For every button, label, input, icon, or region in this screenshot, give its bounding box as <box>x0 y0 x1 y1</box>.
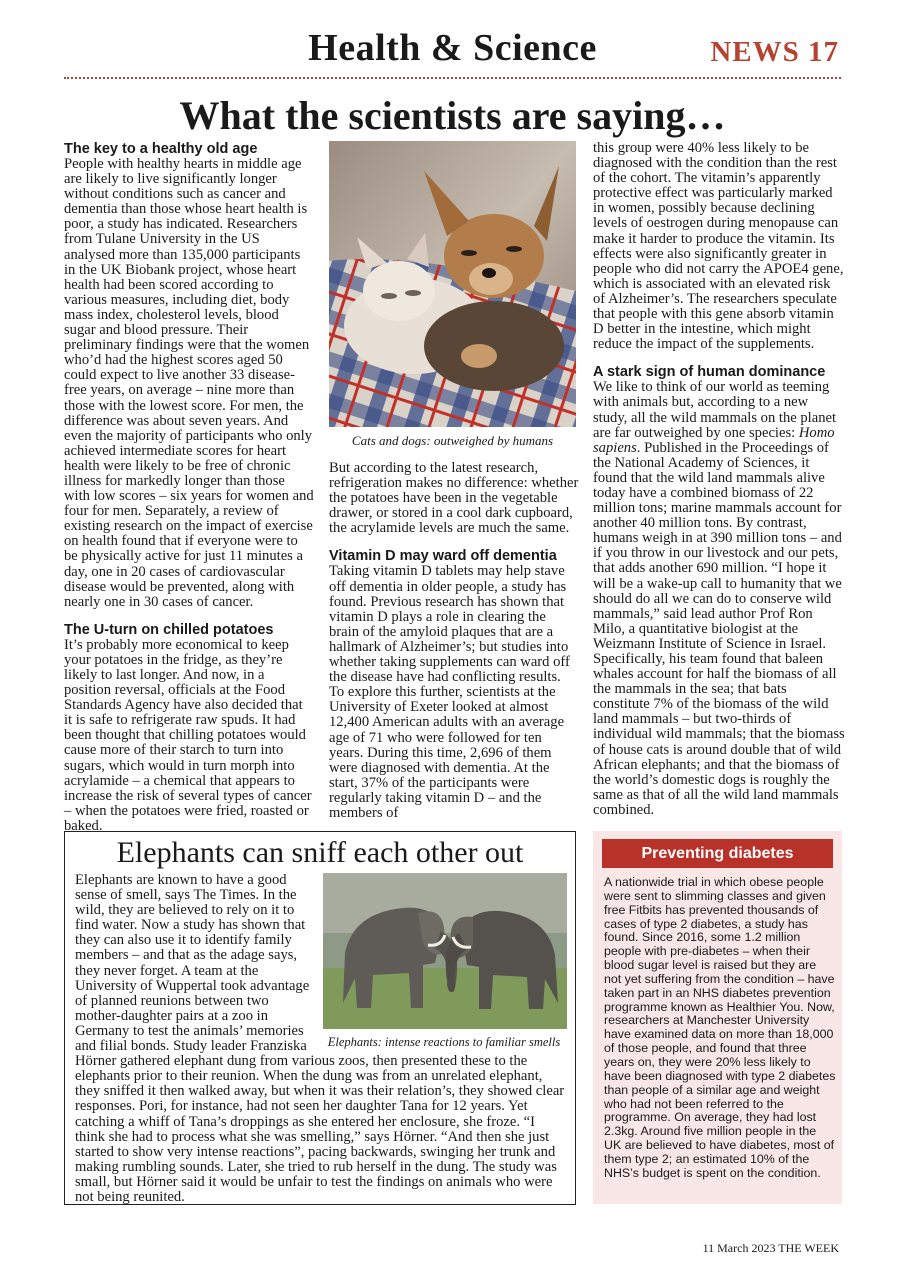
elephants-photo <box>323 873 567 1029</box>
photo-caption: Cats and dogs: outweighed by humans <box>351 433 554 448</box>
main-headline: What the scientists are saying… <box>179 93 726 138</box>
diabetes-body: A nationwide trial in which obese people were sent to slimming classes and given free Fitbits has prevented thousands of cases of type 2 diabetes, a study has found. Since 2016, some 1.2 million people with pre-diabetes – when their blood sugar level is raised but they are not yet suffering from the condition – have taken part in an NHS diabetes prevention programme known as Healthier You. Now, researchers at Manchester University have examined data on more than 18,000 of those people, and found that three years on, they were 20% less likely to have been diagnosed with type 2 diabetes than people of a similar age and weight who had not been referred to the programme. On average, they had lost 2.3kg. Around five million people in the UK are believed to have diabetes, most of them type 2; an estimated 10% of the NHS’s budget is spent on the condition. <box>604 875 836 1180</box>
column-3 <box>593 141 845 818</box>
elephants-box <box>64 831 576 1205</box>
article-body-healthy-age: People with healthy hearts in middle age are likely to live significantly longer without conditions such as cancer and dementia than those whose heart health is poor, a study has indicated. Researchers from Tulane University in the US analysed more than 135,000 participants in the UK Biobank project, whose heart health had been scored according to various measures, including diet, body mass index, cholesterol levels, blood sugar and blood pressure. Their preliminary findings were that the women who’d had the highest scores aged 50 could expect to live another 33 disease-free years, on average – nine more than those with the lowest score. For men, the difference was about seven years. And even the majority of participants who only achieved intermediate scores for heart health were likely to be free of chronic illness for markedly longer than those with low scores – six years for women and four for men. Separately, a review of existing research on the impact of exercise on health found that if everyone were to be physically active for just 11 minutes a day, one in 20 cases of cardiovascular disease would be prevented, along with nearly one in 30 cases of cancer. <box>64 156 314 610</box>
diabetes-box <box>593 831 842 1204</box>
article-body-vitamin-d-2: this group were 40% less likely to be diagnosed with the condition than the rest of the cohort. The vitamin’s apparently protective effect was particularly marked in women, possibly because declining levels of oestrogen during menopause can make it harder to produce the vitamin. Its effects were also significantly greater in people who did not carry the APOE4 gene, which is associated with an elevated risk of Alzheimer’s. The researchers speculate that people with this gene absorb vitamin D better in the intestine, which might reduce the impact of the supplements. <box>593 140 844 353</box>
article-title-healthy-age: The key to a healthy old age <box>64 141 258 157</box>
news-page-label: NEWS 17 <box>710 36 839 68</box>
article-title-dominance: A stark sign of human dominance <box>593 364 826 381</box>
elephants-body: Elephants are known to have a good sense of smell, says The Times. In the wild, they are believed to rely on it to find water. Now a study has shown that they can also use it to identify family members – and that as the adage says, they never forget. A team at the University of Wuppertal took advantage of planned reunions between two mother-daughter pairs at a zoo in Germany to test the animals’ memories and filial bonds. Study leader Franziska Hörner gathered elephant dung from various zoos, then presented these to the elephants prior to their reunion. When the dung was from an unrelated elephant, they sniffed it then walked away, but when it was their relation’s, they showed clear responses. Pori, for instance, had not seen her daughter Tana for 12 years. Yet catching a whiff of Tana’s droppings as she entered her enclosure, she froze. “I think she had to process what she was smelling,” says Hörner. “And then she just started to show very intense reactions”, pacing backwards, swinging her trunk and making rumbling sounds. Later, she tried to rub herself in the dung. The study was small, but Hörner said it would be unfair to test the findings on animals who were not being reunited. <box>75 872 565 1205</box>
diabetes-title: Preventing diabetes <box>602 839 833 868</box>
column-1 <box>64 141 314 834</box>
article-body-dominance: We like to think of our world as teeming with animals but, according to a new study, all the wild mammals on the planet are far outweighed by one species: Homo sapiens. Published in the Proceedings of the National Academy of Sciences, it found that the wild land mammals alive today have a combined biomass of 22 million tons; marine mammals account for another 40 million tons. By contrast, humans weigh in at 390 million tons – and if you throw in our livestock and our pets, that adds another 690 million. “I hope it will be a wake-up call to humanity that we should do all we can do to conserve wild mammals,” said lead author Prof Ron Milo, a quantitative biologist at the Weizmann Institute of Science in Israel. Specifically, his team found that baleen whales account for half the biomass of all the mammals in the sea; that bats constitute 7% of the biomass of the wild land mammals – but two-thirds of individual wild mammals; that the biomass of house cats is around double that of wild African elephants; and that the biomass of the world’s domestic dogs is roughly the same as that of all the wild land mammals combined. <box>593 379 845 818</box>
cat-dog-photo <box>329 141 576 427</box>
elephants-body-container <box>75 873 567 1205</box>
article-title-potatoes: The U-turn on chilled potatoes <box>64 621 274 638</box>
article-title-vitamin-d: Vitamin D may ward off dementia <box>329 548 557 565</box>
article-body-vitamin-d-1: Taking vitamin D tablets may help stave off dementia in older people, a study has found. Previous research has shown that vitamin D plays a role in clearing the brain of the amyloid plaques that are a hallmark of Alzheimer’s; but studies into whether taking supplements can ward off the disease have had conflicting results. To explore this further, scientists at the University of Exeter looked at almost 12,400 American adults with an average age of 71 who were followed for ten years. During this time, 2,696 of them were diagnosed with dementia. At the start, 37% of the participants were regularly taking vitamin D – and the members of <box>329 563 570 821</box>
elephants-title: Elephants can sniff each other out <box>116 836 524 869</box>
column-2 <box>329 461 579 821</box>
elephants-caption: Elephants: intense reactions to familiar smells <box>327 1035 561 1049</box>
section-title: Health & Science <box>308 27 597 69</box>
footer-date: 11 March 2023 THE WEEK <box>702 1241 839 1255</box>
article-body-potatoes-1: It’s probably more economical to keep your potatoes in the fridge, as they’re likely to last longer. And now, in a position reversal, officials at the Food Standards Agency have also decided that it is safe to refrigerate raw spuds. It had been thought that chilling potatoes would cause more of their starch to turn into sugars, which would in turn morph into acrylamide – a chemical that appears to increase the risk of several types of cancer – when the potatoes were fried, roasted or baked. <box>64 636 312 834</box>
article-body-potatoes-2: But according to the latest research, refrigeration makes no difference: whether the potatoes have been in the vegetable drawer, or stored in a cool dark cupboard, the acrylamide levels are much the same. <box>329 460 579 537</box>
header-divider <box>64 77 841 79</box>
